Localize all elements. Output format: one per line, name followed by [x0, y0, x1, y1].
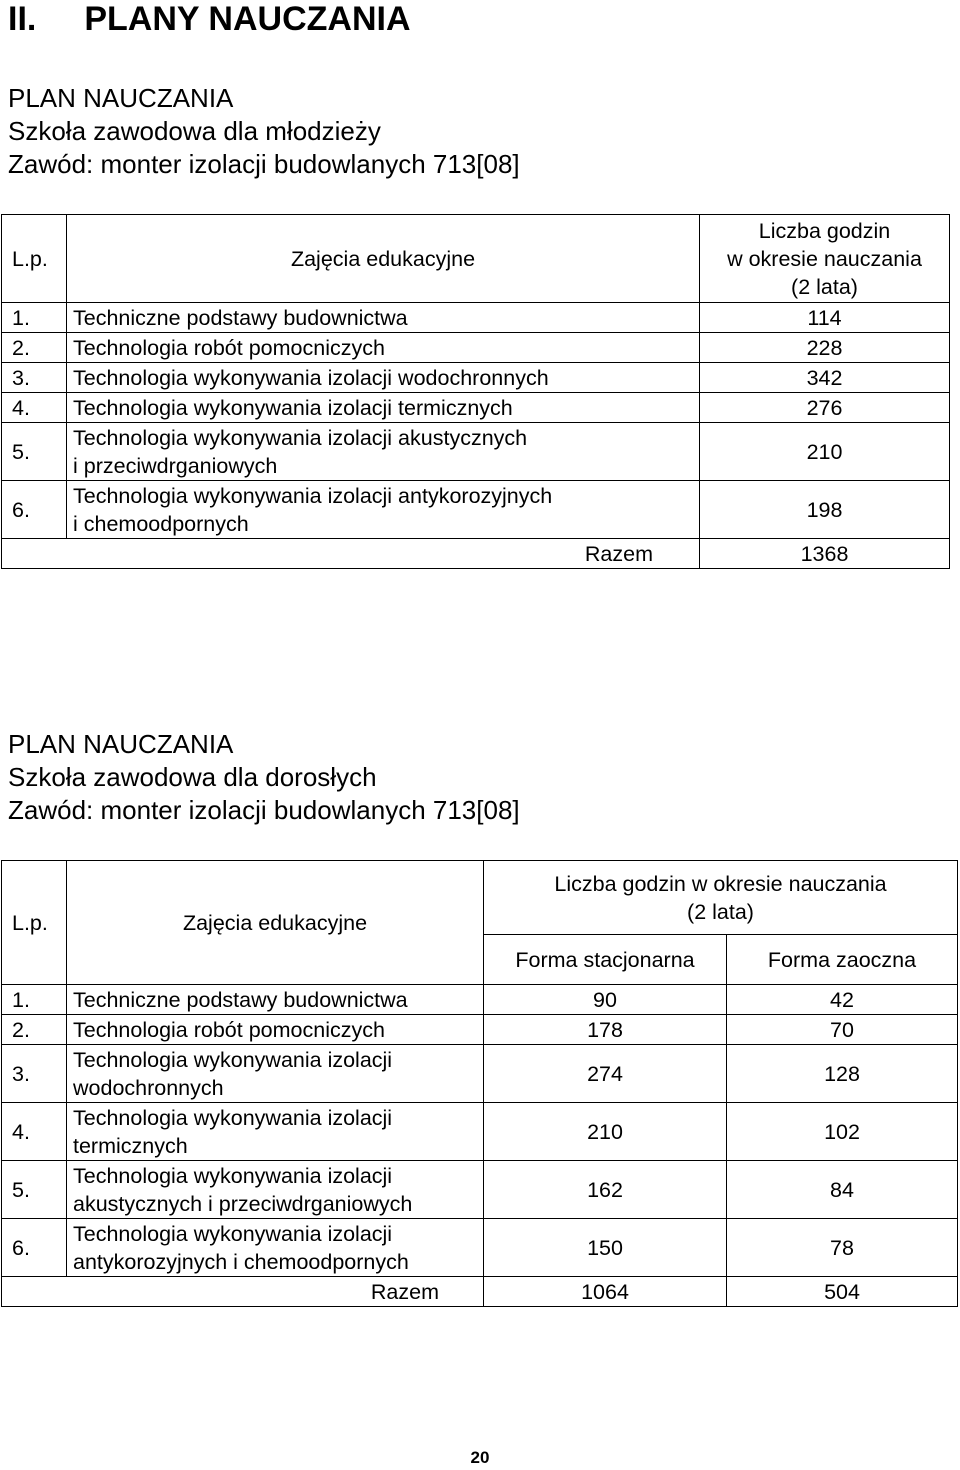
row-extramural: 42	[727, 985, 958, 1015]
header-lp: L.p.	[2, 861, 67, 985]
plan-table-adults	[1, 860, 958, 1307]
row-subject	[67, 423, 700, 481]
header-hours-line1: Liczba godzin w okresie nauczania	[554, 871, 887, 896]
table-row	[2, 481, 950, 539]
header-extramural: Forma zaoczna	[727, 935, 958, 985]
row-subject-line2: i chemoodpornych	[73, 511, 249, 536]
table-row	[2, 1045, 958, 1103]
header-hours	[700, 215, 950, 303]
row-subject	[67, 1045, 484, 1103]
row-lp: 5.	[2, 423, 67, 481]
row-stationary: 210	[484, 1103, 727, 1161]
row-subject-line1: Technologia wykonywania izolacji	[73, 1163, 393, 1188]
row-lp: 6.	[2, 1219, 67, 1277]
header-subject: Zajęcia edukacyjne	[67, 861, 484, 985]
row-extramural: 84	[727, 1161, 958, 1219]
row-lp: 2.	[2, 1015, 67, 1045]
row-subject-line2: akustycznych i przeciwdrganiowych	[73, 1191, 413, 1216]
header-stationary: Forma stacjonarna	[484, 935, 727, 985]
row-subject: Technologia robót pomocniczych	[67, 1015, 484, 1045]
header-lp: L.p.	[2, 215, 67, 303]
row-subject	[67, 1103, 484, 1161]
row-lp: 4.	[2, 393, 67, 423]
header-hours-line3: (2 lata)	[791, 274, 858, 299]
table-row	[2, 1219, 958, 1277]
header-hours	[484, 861, 958, 935]
total-label: Razem	[2, 1277, 484, 1307]
row-hours: 210	[700, 423, 950, 481]
plan-header-youth	[8, 82, 520, 181]
header-subject: Zajęcia edukacyjne	[67, 215, 700, 303]
row-stationary: 274	[484, 1045, 727, 1103]
table-row	[2, 1015, 958, 1045]
plan-title: PLAN NAUCZANIA	[8, 729, 234, 759]
row-subject-line1: Technologia wykonywania izolacji	[73, 1221, 393, 1246]
total-label: Razem	[2, 539, 700, 569]
row-subject-line2: i przeciwdrganiowych	[73, 453, 278, 478]
row-hours: 276	[700, 393, 950, 423]
row-lp: 2.	[2, 333, 67, 363]
row-stationary: 162	[484, 1161, 727, 1219]
plan-header-adults	[8, 728, 520, 827]
table-row	[2, 303, 950, 333]
table-row	[2, 393, 950, 423]
table-total-row	[2, 539, 950, 569]
row-subject	[67, 1219, 484, 1277]
row-extramural: 128	[727, 1045, 958, 1103]
table-row	[2, 363, 950, 393]
row-hours: 198	[700, 481, 950, 539]
chapter-number: II.	[8, 0, 37, 38]
plan-school: Szkoła zawodowa dla dorosłych	[8, 762, 377, 792]
plan-profession: Zawód: monter izolacji budowlanych 713[08]	[8, 149, 520, 179]
table-row	[2, 1103, 958, 1161]
row-lp: 3.	[2, 363, 67, 393]
header-hours-line2: (2 lata)	[687, 899, 754, 924]
row-subject: Technologia wykonywania izolacji termicznych	[67, 393, 700, 423]
row-subject-line1: Technologia wykonywania izolacji	[73, 1047, 393, 1072]
table-header-row	[2, 215, 950, 303]
page-heading	[8, 0, 411, 38]
row-hours: 228	[700, 333, 950, 363]
row-lp: 4.	[2, 1103, 67, 1161]
row-subject	[67, 1161, 484, 1219]
header-hours-line2: w okresie nauczania	[727, 246, 922, 271]
table-row	[2, 1161, 958, 1219]
row-lp: 1.	[2, 985, 67, 1015]
total-stationary: 1064	[484, 1277, 727, 1307]
row-subject: Techniczne podstawy budownictwa	[67, 985, 484, 1015]
row-extramural: 102	[727, 1103, 958, 1161]
row-subject-line1: Technologia wykonywania izolacji	[73, 1105, 393, 1130]
header-hours-line1: Liczba godzin	[758, 218, 891, 243]
chapter-title: PLANY NAUCZANIA	[84, 0, 411, 38]
row-stationary: 178	[484, 1015, 727, 1045]
row-subject-line2: wodochronnych	[73, 1075, 224, 1100]
table-total-row	[2, 1277, 958, 1307]
row-subject-line1: Technologia wykonywania izolacji antykorozyjnych	[73, 483, 553, 508]
row-lp: 1.	[2, 303, 67, 333]
row-hours: 114	[700, 303, 950, 333]
plan-table-youth	[1, 214, 950, 569]
row-subject: Techniczne podstawy budownictwa	[67, 303, 700, 333]
row-subject-line1: Technologia wykonywania izolacji akustycznych	[73, 425, 528, 450]
table-header-row	[2, 861, 958, 935]
row-lp: 3.	[2, 1045, 67, 1103]
row-subject: Technologia robót pomocniczych	[67, 333, 700, 363]
row-stationary: 150	[484, 1219, 727, 1277]
row-subject-line2: antykorozyjnych i chemoodpornych	[73, 1249, 409, 1274]
total-extramural: 504	[727, 1277, 958, 1307]
table-row	[2, 423, 950, 481]
row-stationary: 90	[484, 985, 727, 1015]
page-number: 20	[470, 1448, 490, 1467]
row-hours: 342	[700, 363, 950, 393]
plan-title: PLAN NAUCZANIA	[8, 83, 234, 113]
plan-profession: Zawód: monter izolacji budowlanych 713[08]	[8, 795, 520, 825]
row-subject: Technologia wykonywania izolacji wodochronnych	[67, 363, 700, 393]
row-extramural: 78	[727, 1219, 958, 1277]
row-subject-line2: termicznych	[73, 1133, 188, 1158]
row-lp: 6.	[2, 481, 67, 539]
total-hours: 1368	[700, 539, 950, 569]
plan-school: Szkoła zawodowa dla młodzieży	[8, 116, 381, 146]
table-row	[2, 985, 958, 1015]
row-subject	[67, 481, 700, 539]
table-row	[2, 333, 950, 363]
row-extramural: 70	[727, 1015, 958, 1045]
row-lp: 5.	[2, 1161, 67, 1219]
